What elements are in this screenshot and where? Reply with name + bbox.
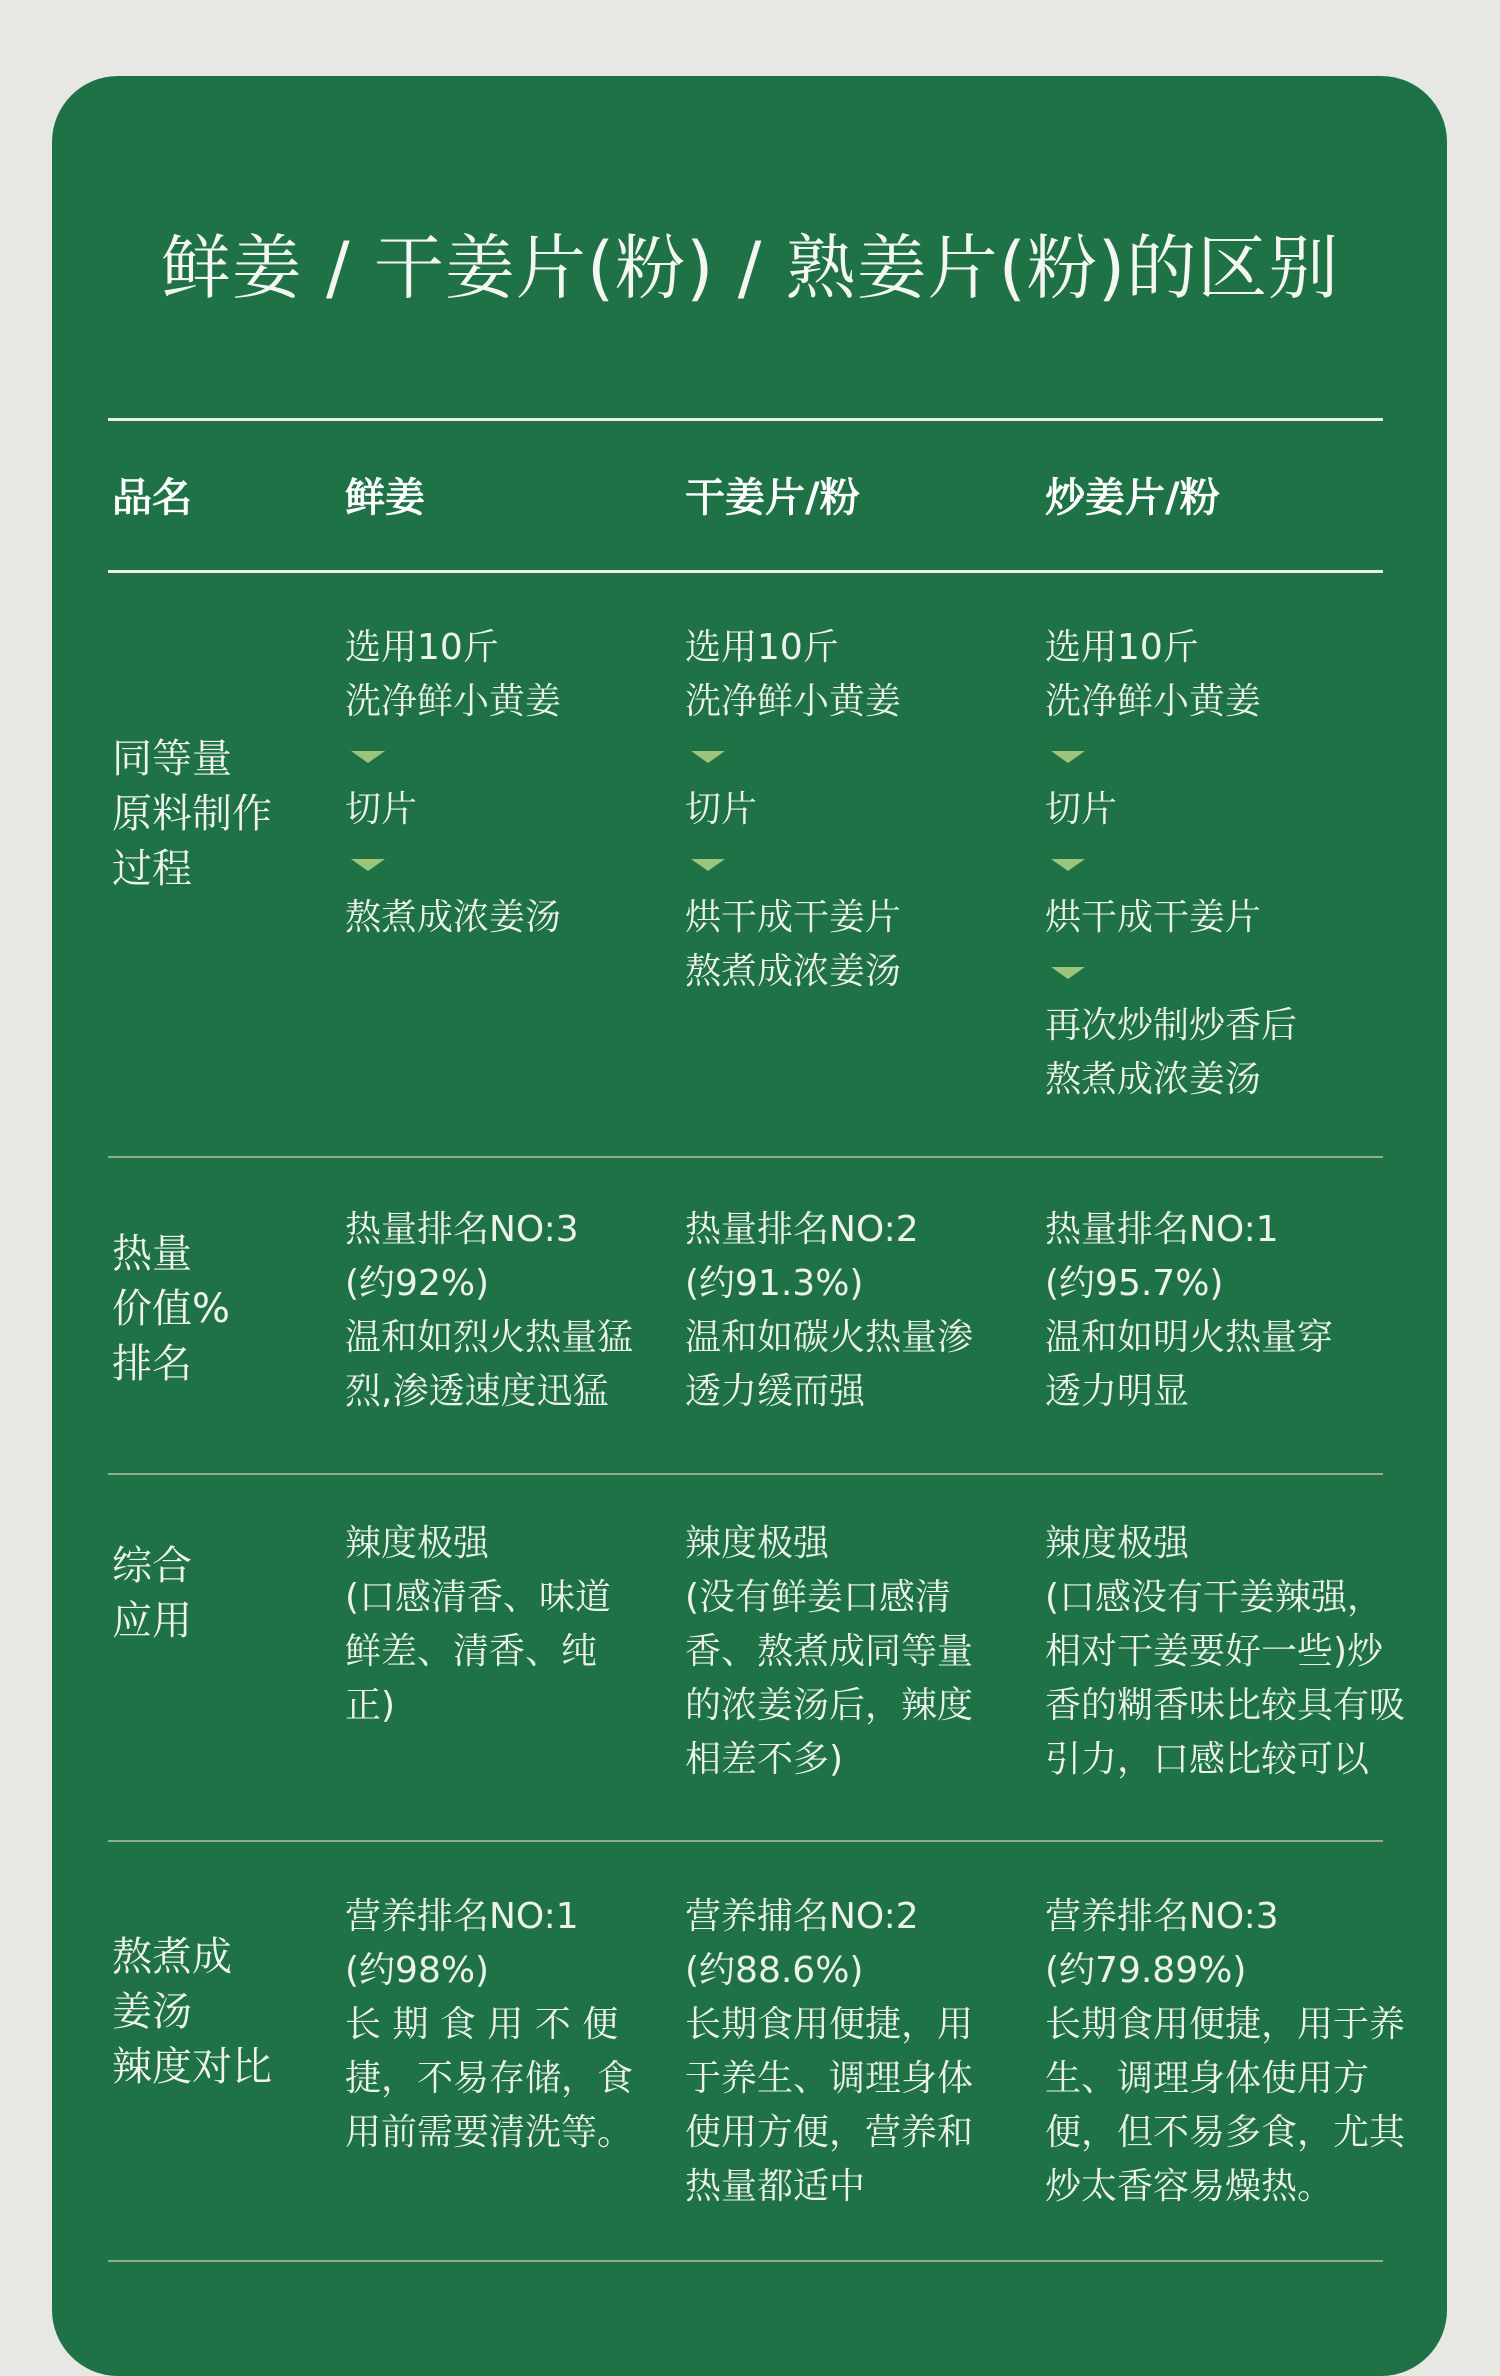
cell-line: 营养排名NO:1 (345, 1896, 579, 1937)
cell-heat-dried (685, 1203, 973, 1419)
divider-process (108, 1156, 1383, 1158)
row-label-line: 热量 (112, 1231, 192, 1277)
row-label-line: 熬煮成 (112, 1934, 232, 1980)
cell-line: 切片 (685, 789, 758, 830)
cell-line: 相对干姜要好一些)炒 (1045, 1631, 1384, 1672)
cell-usage-fresh (345, 1517, 611, 1733)
cell-line: 热量排名NO:2 (685, 1209, 919, 1250)
cell-line: 洗净鲜小黄姜 (685, 681, 902, 722)
cell-heat-fresh (345, 1203, 633, 1419)
cell-line: (口感清香、味道 (345, 1577, 612, 1618)
cell-line: 用前需要清洗等。 (345, 2112, 634, 2153)
cell-process-fried (1045, 621, 1297, 1107)
cell-line: 香、熬煮成同等量 (685, 1631, 974, 1672)
cell-line: (约98%) (345, 1950, 490, 1991)
cell-line: 辣度极强 (1045, 1523, 1190, 1564)
cell-spice-dried (685, 1890, 973, 2214)
row-label-line: 同等量 (112, 736, 232, 782)
cell-line: 于养生、调理身体 (685, 2058, 974, 2099)
row-label-line: 综合 (112, 1543, 192, 1589)
cell-line: 烘干成干姜片 (1045, 897, 1262, 938)
step-arrow-icon (345, 837, 561, 891)
cell-line: 洗净鲜小黄姜 (345, 681, 562, 722)
step-arrow-icon (345, 729, 561, 783)
cell-line: (约92%) (345, 1263, 490, 1304)
row-label-line: 原料制作 (112, 791, 272, 837)
row-label-process (112, 732, 272, 897)
step-arrow-icon (1045, 837, 1297, 891)
cell-line: 的浓姜汤后，辣度 (685, 1685, 974, 1726)
cell-line: 温和如碳火热量渗 (685, 1317, 974, 1358)
cell-line: 营养捕名NO:2 (685, 1896, 919, 1937)
row-label-line: 过程 (112, 846, 192, 892)
cell-line: (约91.3%) (685, 1263, 864, 1304)
header-fried-ginger: 炒姜片/粉 (1045, 475, 1220, 521)
cell-process-fresh (345, 621, 561, 945)
cell-line: 辣度极强 (685, 1523, 830, 1564)
row-label-heat (112, 1227, 230, 1392)
cell-line: 热量排名NO:1 (1045, 1209, 1279, 1250)
page-title: 鲜姜 / 干姜片(粉) / 熟姜片(粉)的区别 (160, 227, 1340, 309)
cell-heat-fried (1045, 1203, 1333, 1419)
cell-line: 香的糊香味比较具有吸 (1045, 1685, 1406, 1726)
cell-line: 烈,渗透速度迅猛 (345, 1371, 609, 1412)
cell-line: 选用10斤 (685, 627, 839, 668)
cell-line: 相差不多) (685, 1739, 844, 1780)
cell-line: 便，但不易多食，尤其 (1045, 2112, 1406, 2153)
cell-spice-fresh (345, 1890, 633, 2160)
cell-line: 切片 (1045, 789, 1118, 830)
header-product-name: 品名 (112, 475, 192, 521)
divider-top (108, 418, 1383, 421)
cell-line: 洗净鲜小黄姜 (1045, 681, 1262, 722)
cell-usage-fried (1045, 1517, 1405, 1787)
cell-line: 长期食用便捷，用 (685, 2004, 974, 2045)
header-dried-ginger: 干姜片/粉 (685, 475, 860, 521)
cell-line: 炒太香容易燥热。 (1045, 2166, 1334, 2207)
cell-line: 引力，口感比较可以 (1045, 1739, 1370, 1780)
cell-line: 长期食用便捷，用于养 (1045, 2004, 1406, 2045)
step-arrow-icon (685, 837, 901, 891)
cell-line: 正) (345, 1685, 396, 1726)
cell-line: 选用10斤 (345, 627, 499, 668)
cell-line: 鲜差、清香、纯 (345, 1631, 598, 1672)
cell-line: 熬煮成浓姜汤 (345, 897, 562, 938)
cell-spice-fried (1045, 1890, 1405, 2214)
row-label-spice (112, 1930, 272, 2095)
cell-line: 熬煮成浓姜汤 (1045, 1059, 1262, 1100)
cell-line: 热量排名NO:3 (345, 1209, 579, 1250)
cell-line: 切片 (345, 789, 418, 830)
row-label-line: 应用 (112, 1598, 192, 1644)
cell-line: 捷，不易存储，食 (345, 2058, 634, 2099)
divider-heat (108, 1473, 1383, 1475)
cell-line: 烘干成干姜片 (685, 897, 902, 938)
cell-line: 选用10斤 (1045, 627, 1199, 668)
cell-line: 透力明显 (1045, 1371, 1190, 1412)
cell-line: 生、调理身体使用方 (1045, 2058, 1370, 2099)
divider-usage (108, 1840, 1383, 1842)
cell-usage-dried (685, 1517, 973, 1787)
cell-line: 再次炒制炒香后 (1045, 1005, 1298, 1046)
cell-line: 温和如烈火热量猛 (345, 1317, 634, 1358)
row-label-line: 姜汤 (112, 1989, 192, 2035)
divider-bottom (108, 2260, 1383, 2262)
cell-line: (没有鲜姜口感清 (685, 1577, 952, 1618)
row-label-usage (112, 1539, 192, 1649)
cell-line: 热量都适中 (685, 2166, 866, 2207)
row-label-line: 价值% (112, 1286, 231, 1332)
cell-line: 营养排名NO:3 (1045, 1896, 1279, 1937)
cell-line: (约79.89%) (1045, 1950, 1247, 1991)
step-arrow-icon (685, 729, 901, 783)
cell-line: (约88.6%) (685, 1950, 864, 1991)
cell-line: 熬煮成浓姜汤 (685, 951, 902, 992)
row-label-line: 辣度对比 (112, 2044, 272, 2090)
step-arrow-icon (1045, 729, 1297, 783)
cell-line: 辣度极强 (345, 1523, 490, 1564)
cell-line: 使用方便，营养和 (685, 2112, 974, 2153)
cell-process-dried (685, 621, 901, 999)
step-arrow-icon (1045, 945, 1297, 999)
cell-line: (约95.7%) (1045, 1263, 1224, 1304)
divider-header (108, 570, 1383, 573)
header-fresh-ginger: 鲜姜 (345, 475, 425, 521)
cell-line: 长 期 食 用 不 便 (345, 2004, 619, 2045)
row-label-line: 排名 (112, 1341, 192, 1387)
cell-line: (口感没有干姜辣强， (1045, 1577, 1384, 1618)
cell-line: 温和如明火热量穿 (1045, 1317, 1334, 1358)
cell-line: 透力缓而强 (685, 1371, 866, 1412)
